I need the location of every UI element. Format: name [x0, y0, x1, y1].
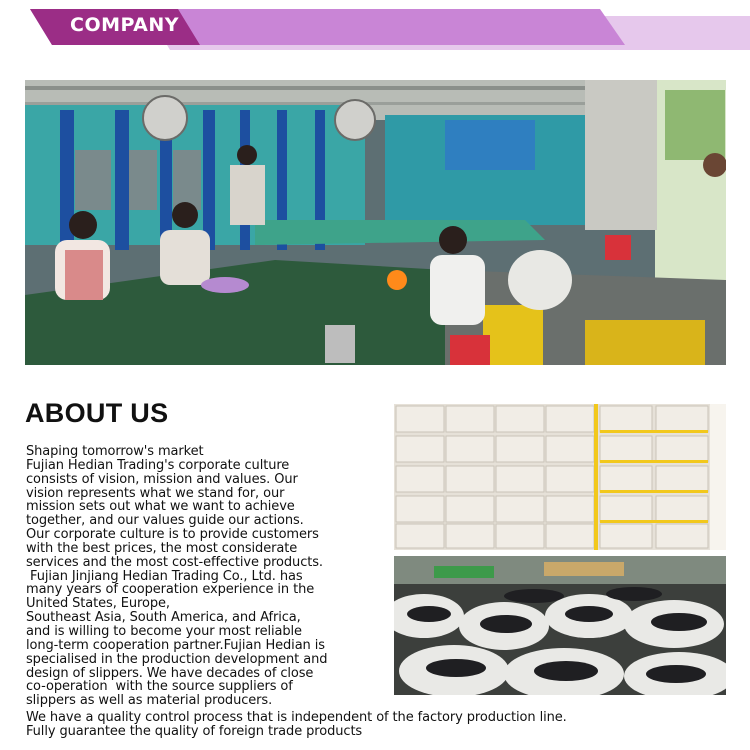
banner-title: COMPANY — [70, 14, 180, 36]
about-line: consists of vision, mission and values. Our — [26, 471, 298, 487]
about-us-heading: ABOUT US — [25, 398, 169, 428]
about-line: vision represents what we stand for, our — [26, 485, 285, 501]
about-line: Shaping tomorrow's market — [26, 444, 204, 459]
about-line: many years of cooperation experience in the — [26, 582, 315, 598]
about-us-footer — [26, 711, 726, 739]
about-line: with the best prices, the most considerate — [26, 540, 298, 556]
company-banner — [0, 0, 750, 60]
slippers-pile-photo — [394, 556, 726, 695]
about-line: design of slippers. We have decades of close — [26, 665, 314, 681]
about-line: and is willing to become your most reliable — [26, 623, 302, 639]
factory-floor-photo — [25, 80, 726, 365]
about-footer-line: We have a quality control process that is independent of the factory production line. — [26, 710, 567, 725]
about-line: Our corporate culture is to provide customers — [26, 527, 319, 543]
about-line: Southeast Asia, South America, and Africa, — [26, 610, 301, 626]
about-footer-line: Fully guarantee the quality of foreign trade products — [26, 724, 363, 739]
about-line: services and the most cost-effective products. — [26, 554, 323, 570]
about-line: slippers as well as material producers. — [26, 693, 273, 709]
warehouse-boxes-photo — [394, 404, 726, 550]
about-line: together, and our values guide our actions. — [26, 513, 304, 529]
about-line: co-operation with the source suppliers of — [26, 679, 293, 695]
about-line: long-term cooperation partner.Fujian Hedian is — [26, 637, 325, 653]
about-line: United States, Europe, — [26, 596, 170, 612]
about-line: Fujian Hedian Trading's corporate culture — [26, 457, 290, 473]
about-line: Fujian Jinjiang Hedian Trading Co., Ltd. has — [26, 568, 303, 584]
about-line: specialised in the production development and — [26, 651, 328, 667]
about-us-body — [26, 445, 396, 708]
about-line: mission sets out what we want to achieve — [26, 499, 295, 515]
